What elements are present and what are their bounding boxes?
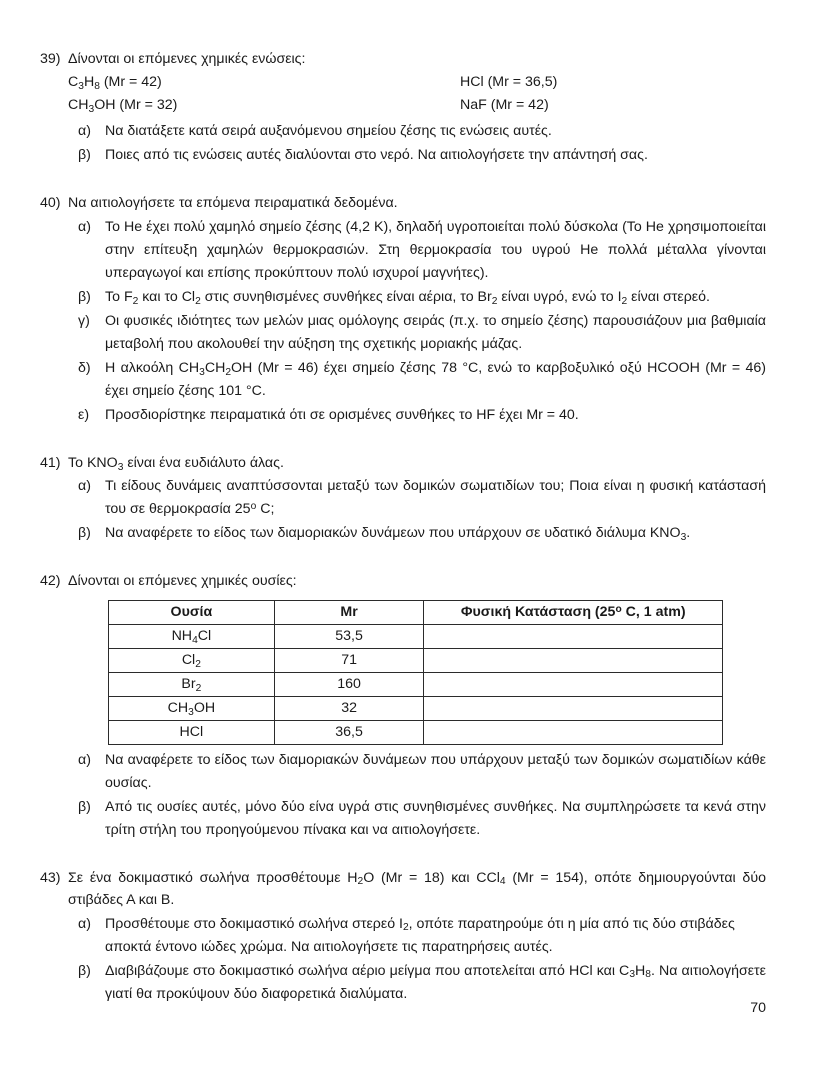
question-number-43: 43) [40, 869, 61, 886]
table-row [109, 720, 723, 744]
list-item [40, 475, 766, 521]
cell-physical-state[interactable] [424, 648, 723, 672]
subitem-text: Διαβιβάζουμε στο δοκιμαστικό σωλήνα αέριο μείγμα που αποτελείται από HCl και $C_3H_8$. Να αιτιολογήσετε γιατί θα προκύψουν δύο διαφορετικά διαλύματα. [105, 962, 766, 1002]
subitem-text: Η αλκοόλη $CH_3CH_2OH$ (Mr = 46) έχει σημείο ζέσης 78 °C, ενώ το καρβοξυλικό οξύ HCOOH (Mr = 46) έχει σημείο ζέσης 101 °C. [105, 359, 766, 399]
subitem-letter: β) [78, 147, 91, 164]
subitem-list-41 [40, 475, 766, 545]
question-heading-43 [40, 867, 766, 912]
subitem-letter: β) [78, 288, 91, 305]
list-item [40, 404, 766, 427]
column-header-physical-state: Φυσική Κατάσταση ($25^o$ C, 1 atm) [424, 600, 723, 624]
question-heading-text-42: Δίνονται οι επόμενες χημικές ουσίες: [68, 573, 297, 590]
spacer [40, 428, 766, 452]
formula-list-39 [40, 71, 766, 117]
substances-table [108, 600, 723, 745]
subitem-letter: α) [78, 123, 91, 140]
formula-row [68, 71, 766, 94]
question-heading-text-40: Να αιτιολογήσετε τα επόμενα πειραματικά δεδομένα. [68, 195, 398, 212]
subitem-text: Το He έχει πολύ χαμηλό σημείο ζέσης (4,2 Κ), δηλαδή υγροποιείται πολύ δύσκολα (Το He χρησιμοποιείται στην επίτευξη χαμηλών θερμοκρασιών. Στη θερμοκρασία του υγρού He πολλά μέταλλα γίνονται υπεραγωγοί και επίσης προκύπτουν πολύ ισχυροί μαγνήτες). [105, 218, 766, 281]
cell-mr: 71 [274, 648, 424, 672]
list-item [40, 286, 766, 309]
cell-mr: 53,5 [274, 624, 424, 648]
list-item [40, 749, 766, 795]
table-header-row [109, 600, 723, 624]
page-number: 70 [750, 1000, 766, 1016]
spacer [40, 843, 766, 867]
question-block-41 [40, 452, 766, 545]
question-heading-text-41: Το $KNO_3$ είναι ένα ευδιάλυτο άλας. [68, 454, 284, 473]
question-heading-39 [40, 48, 766, 70]
subitem-letter: β) [78, 798, 91, 815]
table-body [109, 624, 723, 744]
subitem-list-39 [40, 120, 766, 167]
cell-mr: 32 [274, 696, 424, 720]
subitem-text: Από τις ουσίες αυτές, μόνο δύο είνα υγρά στις συνηθισμένες συνθήκες. Να συμπληρώσετε τα κενά στην τρίτη στήλη του προηγούμενου πίνακα και να αιτιολογήσετε. [105, 798, 766, 838]
question-heading-42 [40, 570, 766, 592]
cell-physical-state[interactable] [424, 720, 723, 744]
subitem-letter: α) [78, 218, 91, 235]
list-item [40, 120, 766, 143]
subitem-list-42 [40, 749, 766, 842]
formula-right: HCl (Mr = 36,5) [460, 74, 558, 91]
subitem-text: Προσθέτουμε στο δοκιμαστικό σωλήνα στερεό $I_2$, οπότε παρατηρούμε ότι η μία από τις δύο στιβάδες αποκτά έντονο ιώδες χρώμα. Να αιτιολογήσετε τις παρατηρήσεις αυτές. [105, 915, 735, 955]
list-item [40, 357, 766, 403]
question-heading-text-43: Σε ένα δοκιμαστικό σωλήνα προσθέτουμε $H_2O$ (Mr = 18) και CCl$_4$ (Mr = 154), οπότε δημιουργούνται δύο στιβάδες Α και Β. [68, 869, 766, 909]
table-row [109, 696, 723, 720]
cell-mr: 160 [274, 672, 424, 696]
cell-substance: $CH_3OH$ [109, 696, 275, 720]
subitem-list-40 [40, 216, 766, 427]
formula-right: NaF (Mr = 42) [460, 97, 549, 114]
subitem-text: Να αναφέρετε το είδος των διαμοριακών δυνάμεων που υπάρχουν σε υδατικό διάλυμα $KNO_3$. [105, 525, 691, 543]
cell-physical-state[interactable] [424, 696, 723, 720]
subitem-text: Προσδιορίστηκε πειραματικά ότι σε ορισμένες συνθήκες το HF έχει Mr = 40. [105, 406, 579, 423]
list-item [40, 913, 766, 959]
question-block-43 [40, 867, 766, 1006]
list-item [40, 144, 766, 167]
subitem-letter: α) [78, 915, 91, 932]
table-row [109, 648, 723, 672]
subitem-text: Να διατάξετε κατά σειρά αυξανόμενου σημείου ζέσης τις ενώσεις αυτές. [105, 123, 552, 140]
cell-substance: $Cl_2$ [109, 648, 275, 672]
question-number-42: 42) [40, 573, 61, 590]
list-item [40, 522, 766, 545]
formula-left: $C_3H_8$ (Mr = 42) [68, 74, 162, 93]
formula-row [68, 94, 766, 117]
list-item [40, 960, 766, 1006]
question-block-42 [40, 570, 766, 841]
subitem-letter: β) [78, 525, 91, 542]
subitem-letter: α) [78, 751, 91, 768]
question-number-41: 41) [40, 454, 61, 471]
subitem-letter: ε) [78, 406, 90, 423]
cell-substance: HCl [109, 720, 275, 744]
subitem-text: Οι φυσικές ιδιότητες των μελών μιας ομόλογης σειράς (π.χ. το σημείο ζέσης) παρουσιάζουν μια βαθμιαία μεταβολή που ακολουθεί την αύξηση της σχετικής μοριακής μάζας. [105, 312, 766, 352]
question-heading-text-39: Δίνονται οι επόμενες χημικές ενώσεις: [68, 51, 306, 67]
cell-physical-state[interactable] [424, 672, 723, 696]
table-header [109, 600, 723, 624]
formula-left: $CH_3OH$ (Mr = 32) [68, 97, 178, 116]
cell-physical-state[interactable] [424, 624, 723, 648]
spacer [40, 168, 766, 192]
column-header-substance: Ουσία [109, 600, 275, 624]
list-item [40, 310, 766, 356]
table-row [109, 624, 723, 648]
question-number-40: 40) [40, 195, 61, 212]
subitem-list-43 [40, 913, 766, 1006]
spacer [40, 546, 766, 570]
subitem-text: Τι είδους δυνάμεις αναπτύσσονται μεταξύ των δομικών σωματιδίων του; Ποια είναι η φυσική κατάστασή του σε θερμοκρασία $25^o$ C; [105, 478, 766, 518]
column-header-mr: Mr [274, 600, 424, 624]
substances-table-wrapper [108, 600, 766, 745]
question-heading-40 [40, 192, 766, 214]
cell-substance: $Br_2$ [109, 672, 275, 696]
list-item [40, 216, 766, 285]
list-item [40, 796, 766, 842]
question-heading-41 [40, 452, 766, 474]
question-block-40 [40, 192, 766, 426]
subitem-letter: α) [78, 478, 91, 495]
subitem-letter: δ) [78, 359, 91, 376]
question-number-39: 39) [40, 51, 61, 67]
subitem-text: Το $F_2$ και το $Cl_2$ στις συνηθισμένες συνθήκες είναι αέρια, το $Br_2$ είναι υγρό, ενώ το $I_2$ είναι στερεό. [105, 288, 710, 307]
subitem-text: Ποιες από τις ενώσεις αυτές διαλύονται στο νερό. Να αιτιολογήσετε την απάντησή σας. [105, 147, 648, 164]
subitem-letter: γ) [78, 312, 90, 329]
subitem-text: Να αναφέρετε το είδος των διαμοριακών δυνάμεων που υπάρχουν μεταξύ των δομικών σωματιδίων κάθε ουσίας. [105, 751, 766, 791]
cell-mr: 36,5 [274, 720, 424, 744]
table-row [109, 672, 723, 696]
cell-substance: $NH_4Cl$ [109, 624, 275, 648]
question-block-39 [40, 48, 766, 167]
subitem-letter: β) [78, 962, 91, 979]
